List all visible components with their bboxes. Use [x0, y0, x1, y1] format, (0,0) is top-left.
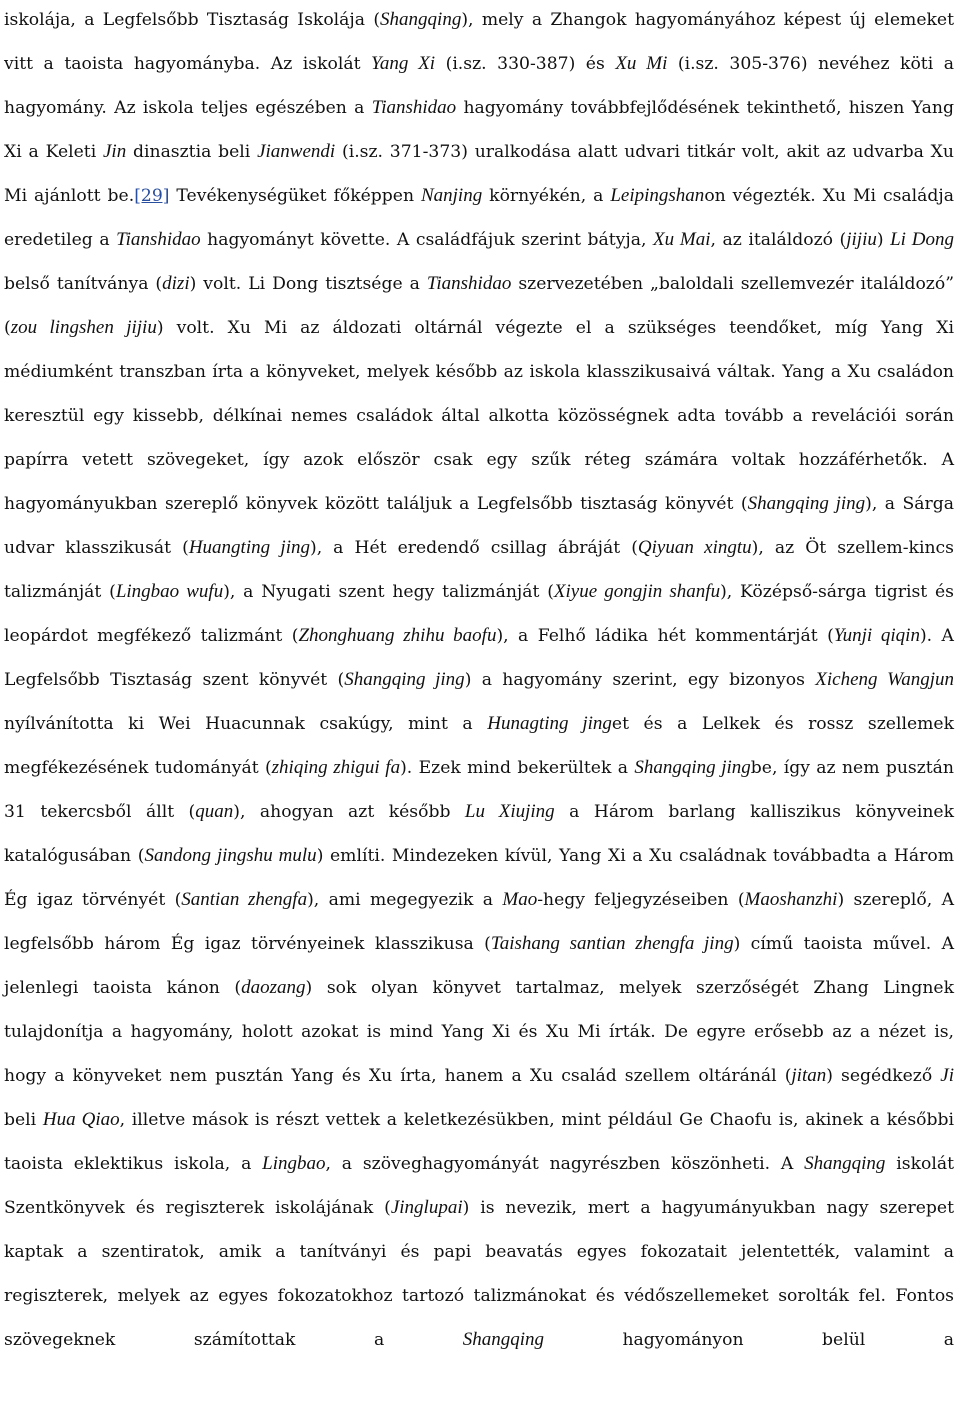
text-segment: szervezetében „baloldali szellemvezér italáldozó” ( — [4, 274, 954, 338]
text-segment: (i.sz. 305-376) nevéhez köti a hagyomány. Az iskola teljes egészében a — [4, 54, 954, 118]
text-segment: ), az Öt szellem-kincs talizmánját ( — [4, 538, 954, 602]
italic-term: Yang Xi — [371, 53, 436, 74]
italic-term: Taishang santian zhengfa jing — [490, 933, 734, 954]
italic-term: Jin — [102, 141, 127, 162]
italic-term: Xu Mi — [615, 53, 668, 74]
text-segment: hagyományt követte. A családfájuk szerint bátyja, — [200, 230, 653, 250]
text-segment: ), a Sárga udvar klasszikusát ( — [4, 494, 954, 558]
text-segment: ) is nevezik, mert a hagyumányukban nagy szerepet kaptak a szentiratok, amik a tanítványi és papi beavatás egyes fokozatait jelentették, valamint a regiszterek, melyek az egyes fokozatokhoz tartozó talizmánokat és védőszellemeket sorolták fel. Fontos szövegeknek számítottak a — [4, 1198, 954, 1350]
text-segment: ), Középső-sárga tigrist és leopárdot megfékező talizmánt ( — [4, 582, 954, 646]
text-segment: iskolája, a Legfelsőbb Tisztaság Iskolája ( — [4, 10, 381, 30]
footnote-link[interactable]: [29] — [134, 186, 170, 206]
text-segment: (i.sz. 371-373) uralkodása alatt udvari titkár volt, akit az udvarba Xu Mi ajánlott be. — [4, 142, 954, 206]
text-segment: ) szereplő, A legfelsőbb három Ég igaz törvényeinek klasszikusa ( — [4, 890, 954, 954]
text-segment: ), a Hét eredendő csillag ábráját ( — [309, 538, 638, 558]
text-segment: ). A Legfelsőbb Tisztaság szent könyvét ( — [4, 626, 954, 690]
italic-term: Lu Xiujing — [464, 801, 555, 822]
text-segment: , az italáldozó ( — [710, 230, 847, 250]
text-segment: ) volt. Li Dong tisztsége a — [189, 274, 427, 294]
italic-term: Hunagting jing — [487, 713, 612, 734]
text-segment: ), a Felhő ládika hét kommentárját ( — [496, 626, 834, 646]
italic-term: zhiqing zhigui fa — [271, 757, 401, 778]
text-segment: be, így az nem pusztán 31 tekercsből állt ( — [4, 758, 954, 822]
text-segment: -hegy feljegyzéseiben ( — [537, 890, 745, 910]
text-segment: ) a hagyomány szerint, egy bizonyos — [464, 670, 816, 690]
text-segment: ). Ezek mind bekerültek a — [400, 758, 635, 778]
italic-term: Xu Mai — [652, 229, 711, 250]
text-segment: ), a Nyugati szent hegy talizmánját ( — [223, 582, 554, 602]
italic-term: quan — [195, 801, 234, 822]
text-segment: on végezték. Xu Mi családja eredetileg a — [4, 186, 955, 250]
italic-term: Leipingshan — [610, 185, 705, 206]
italic-term: Shangqing jing — [344, 669, 465, 690]
text-segment: belső tanítványa ( — [4, 274, 163, 294]
text-segment: (i.sz. 330-387) és — [435, 54, 616, 74]
italic-term: jitan — [791, 1065, 827, 1086]
italic-term: Tianshidao — [116, 229, 201, 250]
text-segment: ) említi. Mindezeken kívül, Yang Xi a Xu családnak továbbadta a Három Ég igaz törvényét ( — [4, 846, 955, 910]
text-segment: ), mely a Zhangok hagyományához képest új elemeket vitt a taoista hagyományba. Az iskolát — [4, 10, 954, 74]
italic-term: Hua Qiao — [42, 1109, 120, 1130]
italic-term: Xiyue gongjin shanfu — [553, 581, 721, 602]
text-segment: Tevékenységüket főképpen — [169, 186, 421, 206]
italic-term: Shangqing — [804, 1153, 886, 1174]
italic-term: Lingbao — [262, 1153, 326, 1174]
italic-term: jijiu — [846, 229, 877, 250]
italic-term: Ji — [940, 1065, 954, 1086]
italic-term: Santian zhengfa — [181, 889, 308, 910]
text-segment: , illetve mások is részt vettek a keletkezésükben, mint például Ge Chaofu is, akinek a későbbi taoista eklektikus iskola, a — [4, 1110, 954, 1174]
italic-term: Zhonghuang zhihu baofu — [298, 625, 497, 646]
text-segment: ) segédkező — [826, 1066, 941, 1086]
text-segment: ) sok olyan könyvet tartalmaz, melyek szerzőségét Zhang Lingnek tulajdonítja a hagyomány, holott azokat is mind Yang Xi és Xu Mi írták. De egyre erősebb az a nézet is, hogy a könyveket nem pusztán Yang és Xu írta, hanem a Xu család szellem oltáránál ( — [4, 978, 954, 1086]
text-segment: hagyományon belül a — [543, 1330, 955, 1350]
body-paragraph — [4, 0, 954, 1362]
italic-term: Li Dong — [890, 229, 954, 250]
italic-term: Jianwendi — [257, 141, 336, 162]
italic-term: Jinglupai — [390, 1197, 463, 1218]
italic-term: Qiyuan xingtu — [637, 537, 752, 558]
italic-term: Maoshanzhi — [744, 889, 838, 910]
text-segment: környékén, a — [482, 186, 611, 206]
italic-term: daozang — [241, 977, 306, 998]
text-segment: ) — [876, 230, 891, 250]
text-segment: ) volt. Xu Mi az áldozati oltárnál végezte el a szükséges teendőket, míg Yang Xi médiumként transzban írta a könyveket, melyek később az iskola klasszikusaivá váltak. Yang a Xu családon keresztül egy kissebb, délkínai nemes családok által alkotta közösségnek adta tovább a revelációi során papírra vetett szövegeket, így azok először csak egy szűk réteg számára voltak hozzáférhetők. A hagyományukban szereplő könyvek között találjuk a Legfelsőbb tisztaság könyvét ( — [4, 318, 954, 514]
italic-term: Lingbao wufu — [115, 581, 224, 602]
text-segment: et és a Lelkek és rossz szellemek megfékezésének tudományát ( — [4, 714, 955, 778]
italic-term: Shangqing — [462, 1329, 544, 1350]
italic-term: Tianshidao — [426, 273, 512, 294]
italic-term: Yunji qiqin — [833, 625, 920, 646]
italic-term: zou lingshen jijiu — [10, 317, 157, 338]
italic-term: Huangting jing — [188, 537, 310, 558]
text-segment: ), ahogyan azt később — [233, 802, 465, 822]
text-segment: , a szöveghagyományát nagyrészben köszönheti. A — [325, 1154, 805, 1174]
italic-term: Shangqing jing — [747, 493, 866, 514]
italic-term: Sandong jingshu mulu — [144, 845, 317, 866]
text-segment: nyílvánította ki Wei Huacunnak csakúgy, mint a — [4, 714, 488, 734]
text-segment: iskolát Szentkönyvek és regiszterek iskolájának ( — [4, 1154, 954, 1218]
italic-term: Xicheng Wangjun — [815, 669, 954, 690]
italic-term: Nanjing — [420, 185, 483, 206]
italic-term: Mao — [502, 889, 538, 910]
italic-term: Shangqing jing — [634, 757, 751, 778]
italic-term: dizi — [162, 273, 190, 294]
italic-term: Shangqing — [380, 9, 462, 30]
text-segment: hagyomány továbbfejlődésének tekinthető, hiszen Yang Xi a Keleti — [4, 98, 954, 162]
text-segment: ) című taoista művel. A jelenlegi taoista kánon ( — [4, 934, 954, 998]
text-segment: beli — [4, 1110, 43, 1130]
italic-term: Tianshidao — [371, 97, 457, 118]
text-segment: ), ami megegyezik a — [307, 890, 503, 910]
text-segment: dinasztia beli — [126, 142, 258, 162]
text-segment: a Három barlang kalliszikus könyveinek katalógusában ( — [4, 802, 954, 866]
